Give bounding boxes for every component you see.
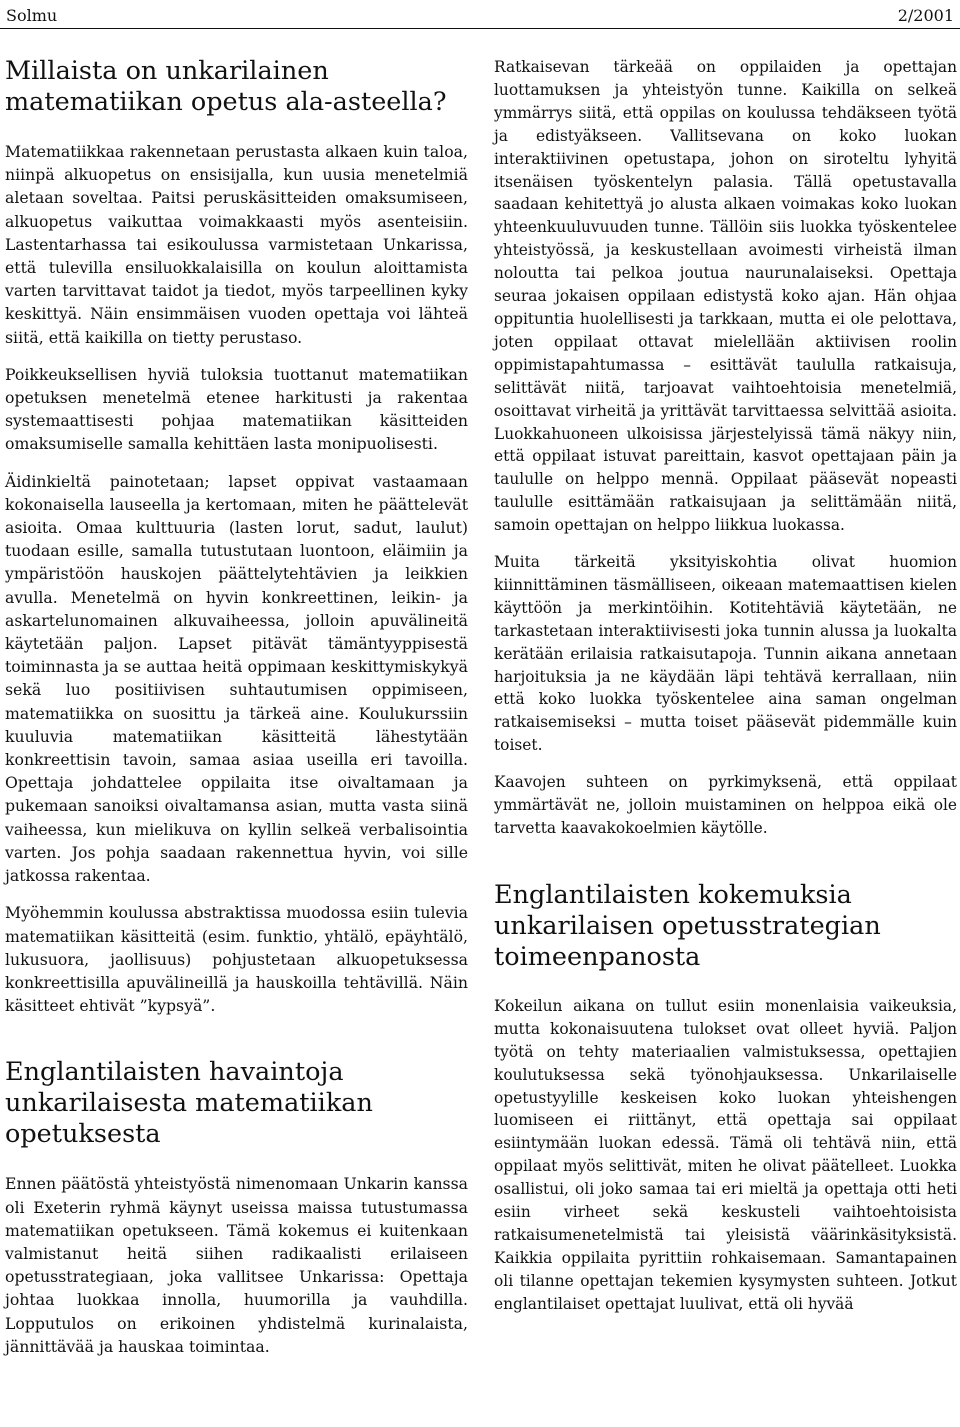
journal-name: Solmu bbox=[6, 6, 58, 25]
section-heading: Englantilaisten havaintoja unkarilaisesta matematiikan opetuksesta bbox=[5, 1057, 373, 1150]
paragraph: Kokeilun aikana on tullut esiin monenlaisia vaikeuksia, mutta kokonaisuutena tulokset ovat olleet hyviä. Paljon työtä on tehty materiaalien valmistuksessa, opettajien koulutuksessa sekä työnohjauksessa. Unkarilaiselle opetustyylille keskeisen koko luokan yhteishengen luomiseen ei riittänyt, että opettaja sai oppilaat esiintymään luokan edessä. Tämä oli tehtävä niin, että oppilaat myös selittivät, miten he olivat päätelleet. Luokka osallistui, oli joko samaa tai eri mieltä ja opettaja otti heti esiin virheet sekä keskusteli vaihtoehtoisista ratkaisumenetelmistä tai yleisistä väärinkäsityksistä. Kaikkia oppilaita pyrittiin rohkaisemaan. Samantapainen oli tilanne opettajan tekemien kysymysten suhteen. Jotkut englantilaiset opettajat luulivat, että oli hyvää bbox=[494, 996, 957, 1313]
paragraph: Ratkaisevan tärkeää on oppilaiden ja opettajan luottamuksen ja yhteistyön tunne. Kaikilla on selkeä ymmärrys siitä, että oppilas on koulussa tehdäkseen työtä ja edistyäkseen. Vallitsevana on koko luokan interaktiivinen opetustapa, johon on siroteltu lyhyitä itsenäisen työskentelyn palasia. Tällä opetustavalla saadaan kehitettyä jo alusta alkaen voimakas koko luokan yhteenkuuluvuuden tunne. Tällöin siis luokka työskentelee yhteistyössä, ja keskustellaan avoimesti virheistä ilman noloutta tai pelkoa joutua naurunalaiseksi. Opettaja seuraa jokaisen oppilaan edistystä koko ajan. Hän ohjaa oppituntia huolellisesti ja tarkkaan, mutta ei ole pelottava, joten oppilaat ottavat mielellään aktiivisen roolin oppimistapahtumassa – esittävät taululla ratkaisuja, selittävät niitä, tarjoavat vaihtoehtoisia menetelmiä, osoittavat virheitä ja yrittävät tarvittaessa selvittää asioita. Luokkahuoneen ulkoisissa järjestelyissä tämä näkyy niin, että oppilaat istuvat pareittain, kasvot opettajaan päin ja taululle on helppo mennä. Oppilaat pääsevät nopeasti taululle esittämään ratkaisujaan ja selittämään niitä, samoin opettajan on helppo liikkua luokassa. bbox=[494, 58, 957, 535]
paragraph: Äidinkieltä painotetaan; lapset oppivat vastaamaan kokonaisella lauseella ja kertomaan, miten he päättelevät asioita. Omaa kulttuuria (lasten lorut, sadut, laulut) tuodaan esille, samalla tutustutaan luontoon, eläimiin ja ympäristöön hauskojen päättelytehtävien ja leikkien avulla. Menetelmä on hyvin konkreettinen, leikin- ja askartelunomainen alkuvaiheessa, jolloin apuvälineitä käytetään paljon. Lapset pitävät tämäntyyppisestä toiminnasta ja se auttaa heitä oppimaan keskittymiskykyä sekä luo positiivisen suhtautumisen oppimiseen, matematiikka on suosittu ja tärkeä aine. Koulukurssiin kuuluvia matematiikan käsitteitä lähestytään konkreettisin tavoin, samaa asiaa useilla eri tavoilla. Opettaja johdattelee oppilaita itse oivaltamaan ja pukemaan sanoiksi oivaltamansa asian, mutta vasta siinä vaiheessa, kun mielikuva on kyllin selkeä verbalisointia varten. Jos pohja saadaan rakennettua hyvin, voi sille jatkossa rakentaa. bbox=[5, 471, 468, 886]
paragraph: Muita tärkeitä yksityiskohtia olivat huomion kiinnittäminen täsmälliseen, oikeaan matemaattisen kielen käyttöön ja merkintöihin. Kotitehtäviä käytetään, ne tarkastetaan interaktiivisesti joka tunnin alussa ja luokalta kerätään erilaisia ratkaisutapoja. Tunnin aikana annetaan harjoituksia ja ne käydään läpi tehtävä kerrallaan, niin että koko luokka työskentelee aina saman ongelman ratkaisemiseksi – mutta toiset pääsevät pidemmälle kuin toiset. bbox=[494, 553, 957, 755]
issue-number: 2/2001 bbox=[897, 6, 954, 25]
paragraph: Poikkeuksellisen hyviä tuloksia tuottanut matematiikan opetuksen menetelmä etenee harkitusti ja rakentaa systemaattisesti pohjaa matematiikan käsitteiden omaksumiselle samalla kehittäen lasta monipuolisesti. bbox=[5, 364, 468, 454]
section-heading: Englantilaisten kokemuksia unkarilaisen opetusstrategian toimeenpanosta bbox=[494, 879, 881, 972]
right-column bbox=[494, 56, 957, 1330]
left-column bbox=[5, 56, 468, 1372]
paragraph: Ennen päätöstä yhteistyöstä nimenomaan Unkarin kanssa oli Exeterin ryhmä käynyt useissa maissa tutustumassa matematiikan opetukseen. Tämä kokemus ei kuitenkaan valmistanut heitä siihen radikaalisti erilaiseen opetusstrategiaan, joka vallitsee Unkarissa: Opettaja johtaa luokkaa innolla, huumorilla ja vauhdilla. Lopputulos on erikoinen yhdistelmä kurinalaista, jännittävää ja hauskaa toimintaa. bbox=[5, 1174, 468, 1356]
article-title: Millaista on unkarilainen matematiikan opetus ala-asteella? bbox=[5, 56, 447, 117]
header-rule bbox=[0, 28, 960, 29]
paragraph: Matematiikkaa rakennetaan perustasta alkaen kuin taloa, niinpä alkuopetus on ensisijalla, kun uusia menetelmiä aletaan soveltaa. Paitsi peruskäsitteiden omaksumiseen, alkuopetus vaikuttaa voimakkaasti myös asenteisiin. Lastentarhassa tai esikoulussa varmistetaan Unkarissa, että tulevilla ensiluokkalaisilla on koulun aloittamista varten tarvittavat taidot ja tiedot, myös tarpeellinen kyky keskittyä. Näin ensimmäisen vuoden opettaja voi lähteä siitä, että kaikilla on tietty perustaso. bbox=[5, 142, 468, 347]
paragraph: Myöhemmin koulussa abstraktissa muodossa esiin tulevia matematiikan käsitteitä (esim. funktio, yhtälö, epäyhtälö, lukusuora, jaollisuus) pohjustetaan alkuopetuksessa konkreettisilla apuvälineillä ja hauskoilla tehtävillä. Näin käsitteet ehtivät ”kypsyä”. bbox=[5, 903, 468, 1016]
paragraph: Kaavojen suhteen on pyrkimyksenä, että oppilaat ymmärtävät ne, jolloin muistaminen on helppoa eikä ole tarvetta kaavakokoelmien käytölle. bbox=[494, 773, 957, 837]
running-header bbox=[6, 6, 954, 26]
